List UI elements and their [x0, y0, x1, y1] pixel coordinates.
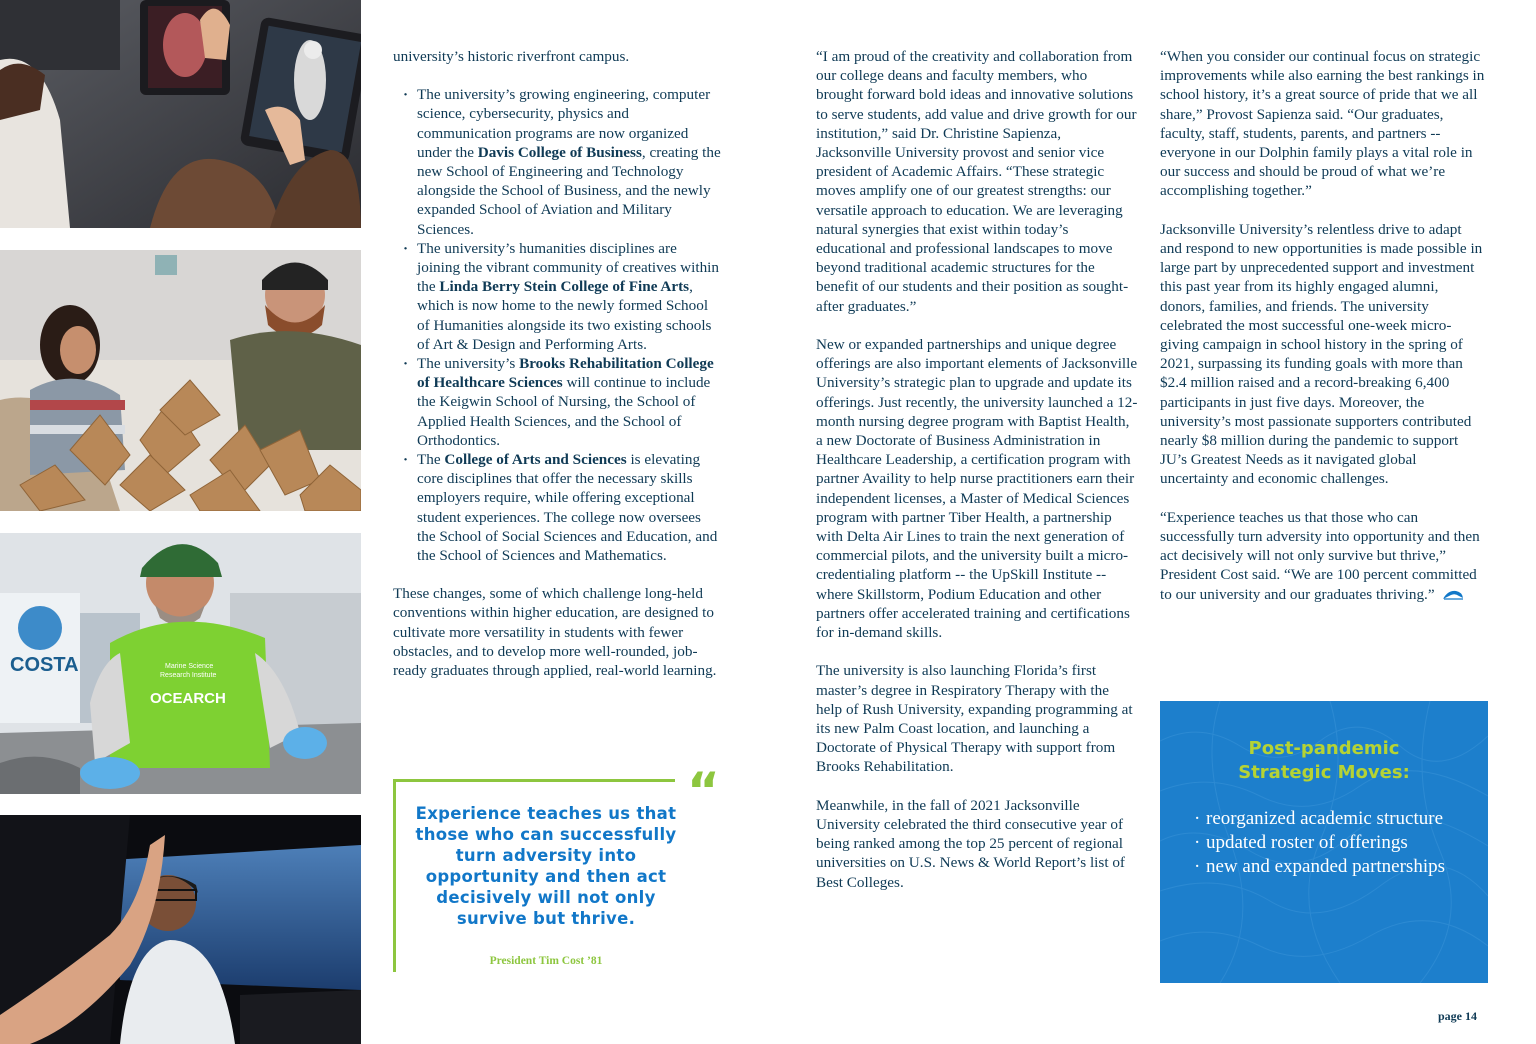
strategic-moves-list: [1194, 807, 1474, 879]
column-1: [393, 47, 723, 680]
column-3: [1160, 47, 1485, 604]
bullet-text: is elevating core disciplines that offer the necessary skills employers require, while offering exceptional student experiences. The college now oversees the School of Social Sciences and Education, and the School of Sciences and Mathematics.: [417, 451, 718, 565]
shirt-text-line1: Marine Science: [165, 663, 214, 670]
photo-students-cardboard-structures-art: [0, 250, 361, 511]
colleges-bullet-list: [393, 85, 723, 565]
col3-final-text: “Experience teaches us that those who can successfully turn adversity into opportunity and then act decisively will not only survive but thrive,” President Cost said. “We are 100 percent committed to our university and our graduates thriving.”: [1160, 508, 1480, 603]
bullet-college-name: Brooks Rehabilitation College of Healthcare Sciences: [417, 355, 714, 392]
col2-paragraph-4: Meanwhile, in the fall of 2021 Jacksonville University celebrated the third consecutive year of being ranked among the top 25 percent of regional universities on U.S. News & World Report’s list of Best Colleges.: [816, 796, 1125, 891]
bullet-text: The university’s humanities disciplines are joining the vibrant community of creatives within the: [417, 239, 719, 296]
photo-flight-simulator-art: [0, 815, 361, 1044]
bullet-arts-sciences: [393, 450, 723, 565]
bullet-text: The university’s: [417, 355, 520, 373]
pull-quote-text: Experience teaches us that those who can successfully turn adversity into opportunity and then act decisively will not only survive but thrive.: [415, 804, 677, 928]
shirt-brand-text: OCEARCH: [150, 690, 226, 707]
bullet-davis: [393, 85, 723, 239]
page-number: page 14: [1438, 1009, 1477, 1023]
col2-paragraph-2: New or expanded partnerships and unique degree offerings are also important elements of Jacksonville University’s strategic plan to upgrade and update its offerings. Just recently, the university launched a 12-month nursing degree program with Baptist Health, a new Doctorate of Business Administration in Healthcare Leadership, a certification program with partner Availity to help nurse practitioners earn their independent licenses, a Master of Medical Sciences program with partner Tiber Health, a partnership with Delta Air Lines to train the next generation of commercial pilots, and the university built a micro-credentialing platform -- the UpSkill Institute -- where Skillstorm, Podium Education and other partners offer accelerated training and certifications for in-demand skills.: [816, 336, 1138, 642]
col2-paragraph-1: “I am proud of the creativity and collaboration from our college deans and faculty members, who brought forward bold ideas and innovative solutions to serve students, add value and drive growth for our institution,” said Dr. Christine Sapienza, Jacksonville University provost and senior vice president of Academic Affairs. “These strategic moves amplify one of our greatest strengths: our versatile approach to education. We are leveraging natural synergies that exist within today’s educational and professional landscapes to move beyond traditional academic structures for the benefit of our students and their position as sought-after graduates.”: [816, 48, 1137, 315]
strategic-moves-box: [1160, 701, 1488, 983]
photo-students-anatomy-tablets-art: [0, 0, 361, 228]
column-2: [816, 47, 1138, 892]
costa-sign-text: COSTA: [10, 654, 79, 676]
strategic-move-item: · reorganized academic structure: [1194, 807, 1474, 831]
dolphin-icon: [1442, 588, 1464, 600]
pull-quote-rule-left: [393, 779, 396, 972]
col3-paragraph-2: Jacksonville University’s relentless drive to adapt and respond to new opportunities is made possible in large part by unprecedented support and investment this past year from its highly engaged alumni, donors, families, and friends. The university celebrated the most successful one-week micro-giving campaign in school history in the spring of 2021, surpassing its funding goals with more than $2.4 million raised and a record-breaking 6,400 participants in just five days. Moreover, the university’s most passionate supporters contributed nearly $8 million during the pandemic to support JU’s Greatest Needs as it navigated global uncertainty and economic challenges.: [1160, 220, 1483, 488]
col3-paragraph-3: [1160, 508, 1485, 604]
bullet-college-name: College of Arts and Sciences: [444, 451, 627, 469]
bullet-brooks: [393, 354, 723, 450]
bullet-text: The university’s growing engineering, computer science, cybersecurity, physics and communication programs are now organized under the: [417, 86, 711, 161]
photo-ocearch-researcher-art: [0, 533, 361, 794]
strategic-move-item: · new and expanded partnerships: [1194, 855, 1474, 879]
pull-quote-attribution: President Tim Cost ’81: [489, 955, 603, 967]
col1-closing: These changes, some of which challenge long-held conventions within higher education, are designed to cultivate more versatility in students with fewer obstacles, and to develop more well-rounded, job-ready graduates through applied, real-world learning.: [393, 585, 717, 680]
bullet-linda-berry-stein: [393, 239, 723, 354]
bullet-college-name: Linda Berry Stein College of Fine Arts: [439, 278, 690, 296]
strategic-moves-title-line2: Strategic Moves:: [1238, 762, 1410, 783]
pull-quote: [393, 762, 720, 972]
pull-quote-rule-top: [393, 779, 675, 782]
bullet-text: , creating the new School of Engineering and Technology alongside the School of Business, and the newly expanded School of Aviation and Military Sciences.: [417, 143, 721, 238]
col1-intro: university’s historic riverfront campus.: [393, 48, 630, 65]
strategic-moves-title-line1: Post-pandemic: [1248, 738, 1400, 759]
photo-students-cardboard-structures: [0, 250, 361, 511]
bullet-text: , which is now home to the newly formed School of Humanities alongside its two existing schools of Art & Design and Performing Arts.: [417, 278, 712, 353]
quote-marks-icon: “: [687, 762, 720, 820]
strategic-moves-title: [1160, 737, 1488, 785]
photo-ocearch-researcher: [0, 533, 361, 794]
col2-paragraph-3: The university is also launching Florida’s first master’s degree in Respiratory Therapy with the help of Rush University, expanding programming at its new Palm Coast location, and launching a Doctorate of Physical Therapy with support from Brooks Rehabilitation.: [816, 662, 1133, 776]
strategic-move-item: · updated roster of offerings: [1194, 831, 1474, 855]
bullet-text: The: [417, 451, 445, 469]
shirt-text-line2: Research Institute: [160, 672, 217, 679]
photo-flight-simulator: [0, 815, 361, 1044]
bullet-college-name: Davis College of Business: [477, 143, 642, 161]
bullet-text: will continue to include the Keigwin School of Nursing, the School of Applied Health Sciences, and the School of Orthodontics.: [417, 374, 711, 449]
photo-students-anatomy-tablets: [0, 0, 361, 228]
col3-paragraph-1: “When you consider our continual focus on strategic improvements while also earning the best rankings in school history, it’s a great source of pride that we all share,” Provost Sapienza said. “Our graduates, faculty, staff, students, parents, and partners -- everyone in our Dolphin family plays a vital role in our success and should be proud of what we’re accomplishing together.”: [1160, 48, 1485, 200]
